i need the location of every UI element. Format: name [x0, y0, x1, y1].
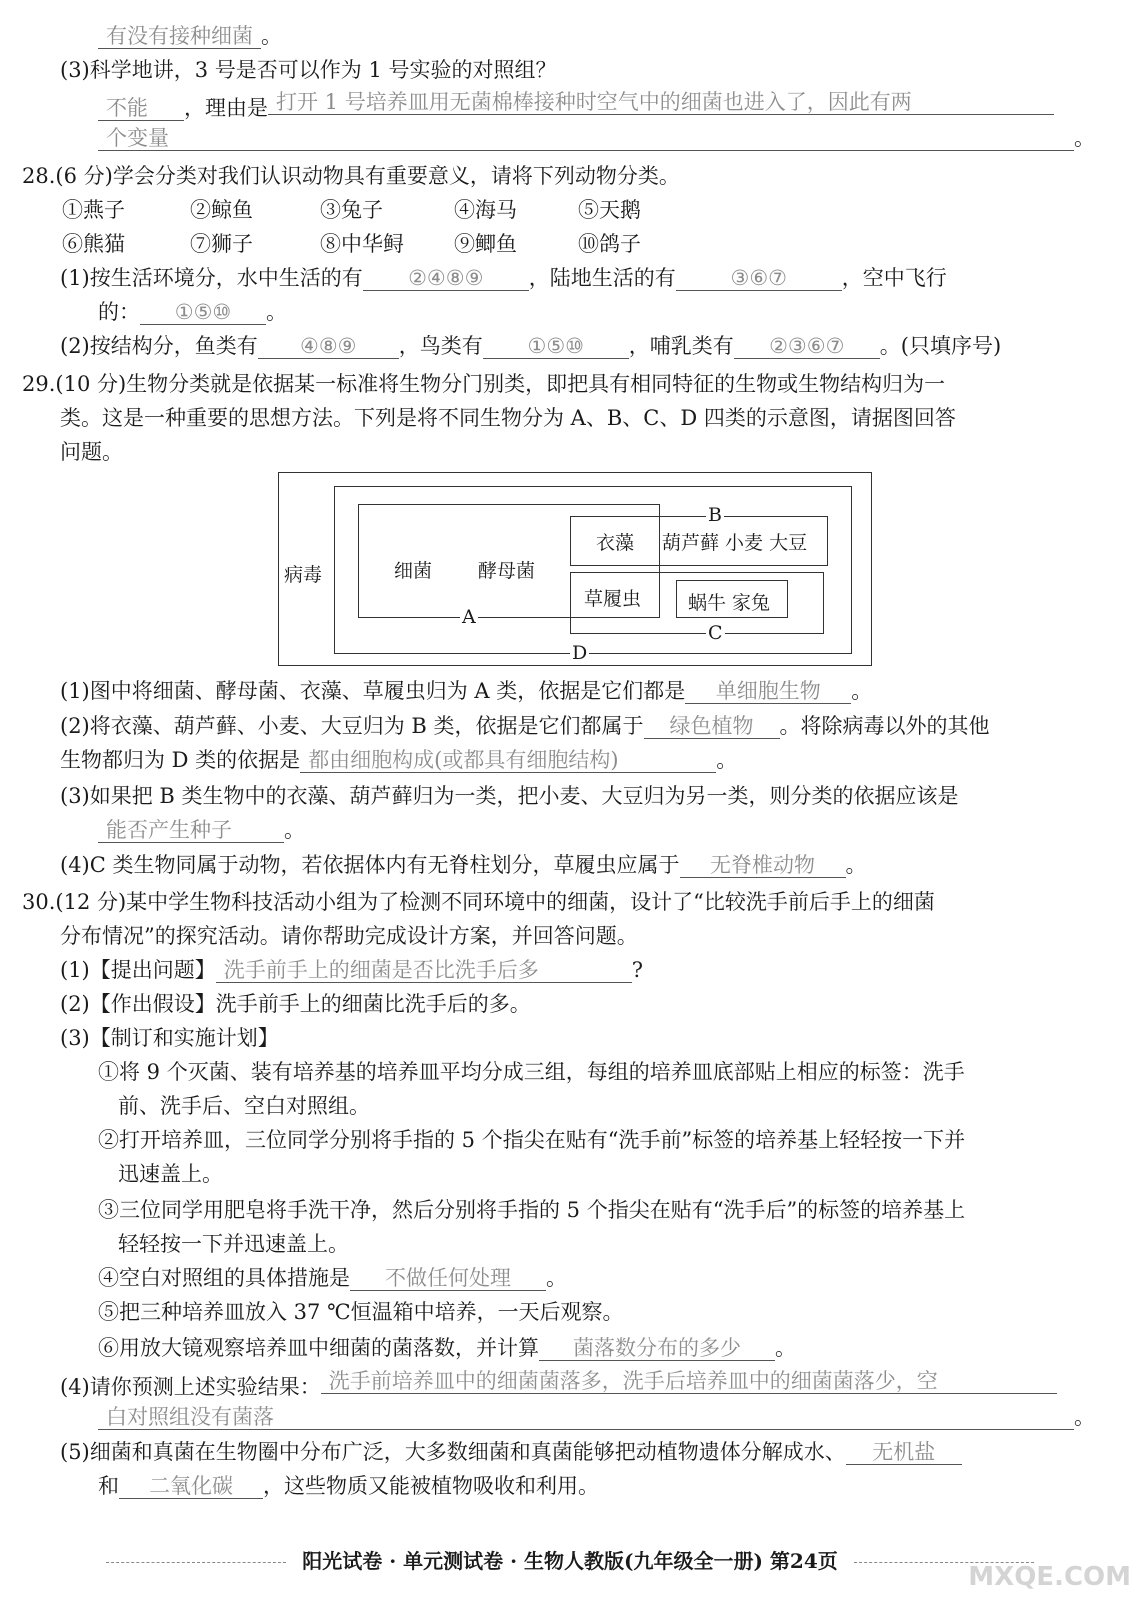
question-29-stem-3: 问题。 [60, 440, 123, 464]
answer-blank: ②③⑥⑦ [734, 334, 880, 359]
answer-blank: 二氧化碳 [119, 1474, 263, 1499]
answer-blank: 洗手前培养皿中的细菌菌落多，洗手后培养皿中的细菌菌落少，空 [321, 1369, 1057, 1394]
answer-blank: 有没有接种细菌 [98, 24, 261, 49]
animal-item: ⑧中华鲟 [320, 232, 404, 256]
label-yeast: 酵母菌 [478, 560, 536, 582]
answer-blank: 个变量 [98, 126, 1074, 151]
step-5: ⑤把三种培养皿放入 37 ℃恒温箱中培养，一天后观察。 [98, 1300, 624, 1324]
step-2-line-1: ②打开培养皿，三位同学分别将手指的 5 个指尖在贴有“洗手前”标签的培养基上轻轻按一下并 [98, 1128, 966, 1152]
label-virus: 病毒 [284, 564, 323, 586]
label-b: B [708, 504, 722, 526]
answer-blank: 单细胞生物 [685, 679, 851, 704]
label-d: D [572, 642, 588, 664]
question-30-3: (3)【制订和实施计划】 [60, 1026, 279, 1050]
animal-item: ①燕子 [62, 198, 125, 222]
answer-blank: 绿色植物 [644, 714, 780, 739]
question-29-3: (3)如果把 B 类生物中的衣藻、葫芦藓归为一类，把小麦、大豆归为另一类，则分类的依据应该是 [60, 784, 959, 808]
question-30-4-cont: 白对照组没有菌落 。 [98, 1403, 1095, 1431]
answer-blank: ④⑧⑨ [258, 334, 399, 359]
question-29-stem-2: 类。这是一种重要的思想方法。下列是将不同生物分为 A、B、C、D 四类的示意图，请据图回答 [60, 406, 956, 430]
animal-item: ⑩鸽子 [578, 232, 641, 256]
step-1-line-1: ①将 9 个灭菌、装有培养基的培养皿平均分成三组，每组的培养皿底部贴上相应的标签：洗手 [98, 1060, 965, 1084]
question-29-stem-1: 29.(10 分)生物分类就是依据某一标准将生物分门别类，即把具有相同特征的生物或生物结构归为一 [22, 372, 946, 396]
answer-blank: 菌落数分布的多少 [539, 1336, 775, 1361]
question-29-1: (1)图中将细菌、酵母菌、衣藻、草履虫归为 A 类，依据是它们都是 单细胞生物 。 [60, 679, 873, 703]
answer-blank: ①⑤⑩ [140, 300, 266, 325]
question-29-4: (4)C 类生物同属于动物，若依据体内有无脊柱划分，草履虫应属于 无脊椎动物 。 [60, 853, 867, 877]
animal-item: ⑨鲫鱼 [454, 232, 517, 256]
answer-continuation: 有没有接种细菌 。 [98, 22, 282, 50]
answer-blank: 打开 1 号培养皿用无菌棉棒接种时空气中的细菌也进入了，因此有两 [268, 90, 1054, 115]
step-2-line-2: 迅速盖上。 [118, 1162, 223, 1186]
question-28-2: (2)按结构分，鱼类有 ④⑧⑨ ，鸟类有 ①⑤⑩ ，哺乳类有 ②③⑥⑦ 。(只填序号) [60, 334, 1002, 358]
question-29-2: (2)将衣藻、葫芦藓、小麦、大豆归为 B 类，依据是它们都属于 绿色植物 。将除病毒以外的其他 [60, 714, 990, 738]
question-30-5-cont: 和 二氧化碳 ，这些物质又能被植物吸收和利用。 [98, 1474, 599, 1498]
answer-blank: 白对照组没有菌落 [98, 1405, 1074, 1430]
question-27-3: (3)科学地讲，3 号是否可以作为 1 号实验的对照组？ [60, 58, 557, 82]
label-c-group: 蜗牛 家兔 [688, 592, 771, 614]
question-27-3-answer-line-2: 个变量 。 [98, 124, 1095, 152]
footer-text: 阳光试卷 · 单元测试卷 · 生物人教版(九年级全一册) 第24页 [302, 1549, 838, 1573]
answer-blank: 不做任何处理 [350, 1266, 546, 1291]
label-b-group: 葫芦藓 小麦 大豆 [662, 532, 808, 554]
answer-blank: 能否产生种子 [98, 818, 284, 843]
step-3-line-1: ③三位同学用肥皂将手洗干净，然后分别将手指的 5 个指尖在贴有“洗手后”的标签的培养基上 [98, 1198, 966, 1222]
question-30-4: (4)请你预测上述实验结果： 洗手前培养皿中的细菌菌落多，洗手后培养皿中的细菌菌落少，空 [60, 1369, 1057, 1401]
answer-blank: ③⑥⑦ [676, 266, 842, 291]
question-28-stem: 28.(6 分)学会分类对我们认识动物具有重要意义，请将下列动物分类。 [22, 164, 680, 188]
question-30-1: (1)【提出问题】 洗手前手上的细菌是否比洗手后多 ? [60, 958, 644, 982]
question-28-1-cont: 的： ①⑤⑩ 。 [98, 300, 287, 324]
label-paramecium: 草履虫 [584, 588, 642, 610]
animal-list-row-2 [62, 230, 641, 258]
question-27-3-answer-line: 不能 ，理由是 打开 1 号培养皿用无菌棉棒接种时空气中的细菌也进入了，因此有两 [98, 90, 1054, 122]
answer-blank: ②④⑧⑨ [363, 266, 529, 291]
question-29-3-answer: 能否产生种子 。 [98, 816, 305, 844]
animal-item: ⑥熊猫 [62, 232, 125, 256]
animal-item: ④海马 [454, 198, 517, 222]
answer-blank: 都由细胞构成(或都具有细胞结构) [300, 748, 716, 773]
question-29-2-cont: 生物都归为 D 类的依据是 都由细胞构成(或都具有细胞结构) 。 [60, 748, 738, 772]
answer-blank: 无机盐 [846, 1440, 962, 1465]
watermark-logo: MXQE.COM [968, 1562, 1131, 1592]
animal-list-row-1 [62, 196, 641, 224]
animal-item: ②鲸鱼 [190, 198, 253, 222]
label-algae: 衣藻 [596, 532, 635, 554]
step-6: ⑥用放大镜观察培养皿中细菌的菌落数，并计算 菌落数分布的多少 。 [98, 1336, 796, 1360]
animal-item: ③兔子 [320, 198, 383, 222]
classification-diagram [278, 472, 872, 666]
step-1-line-2: 前、洗手后、空白对照组。 [118, 1094, 370, 1118]
question-30-stem-1: 30.(12 分)某中学生物科技活动小组为了检测不同环境中的细菌，设计了“比较洗手前后手上的细菌 [22, 890, 935, 914]
answer-blank: 无脊椎动物 [680, 853, 846, 878]
step-3-line-2: 轻轻按一下并迅速盖上。 [118, 1232, 349, 1256]
answer-blank: ①⑤⑩ [483, 334, 629, 359]
page-footer [40, 1545, 1100, 1574]
label-a: A [462, 606, 476, 628]
answer-blank: 不能 [98, 96, 184, 121]
question-28-1: (1)按生活环境分，水中生活的有 ②④⑧⑨ ，陆地生活的有 ③⑥⑦ ，空中飞行 [60, 266, 947, 290]
animal-item: ⑦狮子 [190, 232, 253, 256]
question-30-2: (2)【作出假设】洗手前手上的细菌比洗手后的多。 [60, 992, 531, 1016]
animal-item: ⑤天鹅 [578, 198, 641, 222]
question-30-5: (5)细菌和真菌在生物圈中分布广泛，大多数细菌和真菌能够把动植物遗体分解成水、 无机盐 [60, 1438, 962, 1466]
label-c: C [708, 622, 723, 644]
step-4: ④空白对照组的具体措施是 不做任何处理 。 [98, 1266, 567, 1290]
label-bacteria: 细菌 [394, 560, 433, 582]
question-30-stem-2: 分布情况”的探究活动。请你帮助完成设计方案，并回答问题。 [60, 924, 638, 948]
answer-blank: 洗手前手上的细菌是否比洗手后多 [216, 958, 632, 983]
